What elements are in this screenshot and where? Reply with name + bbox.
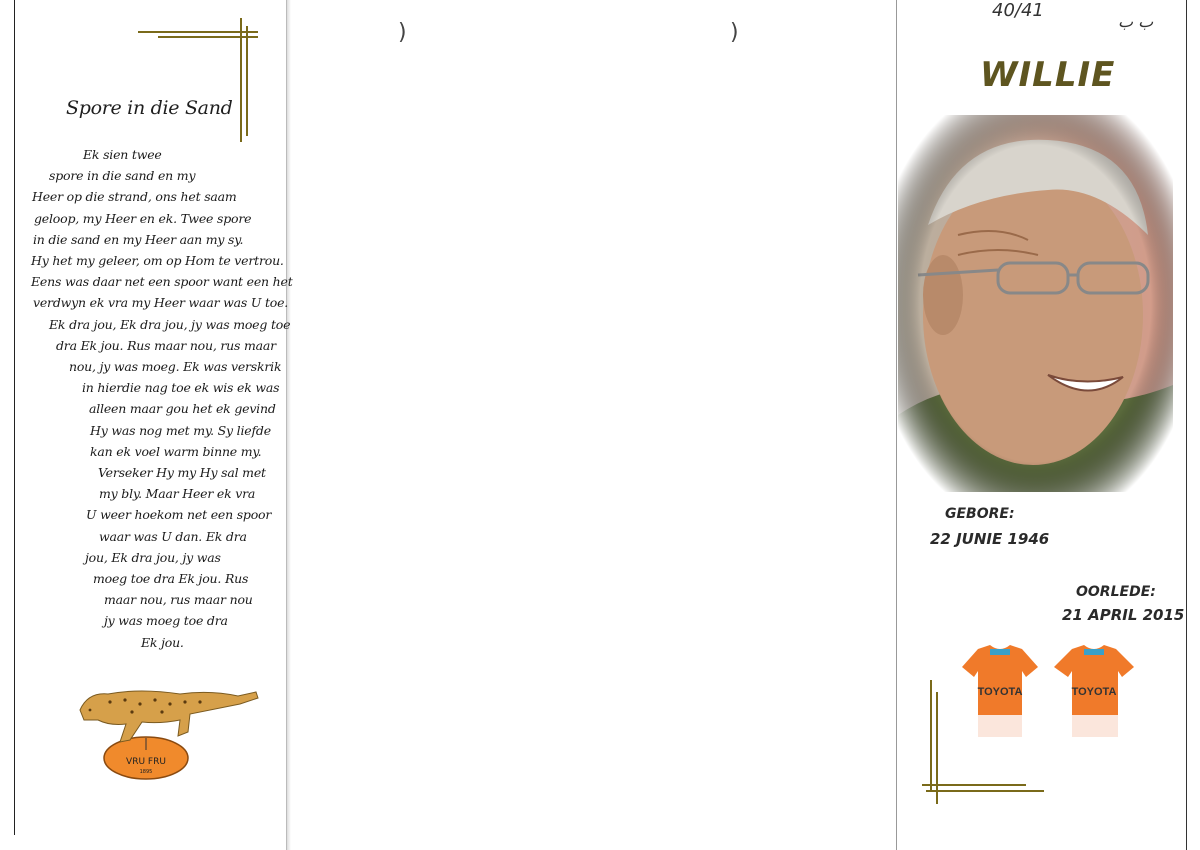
poem-line: dra Ek jou. Rus maar nou, rus maar xyxy=(56,337,276,353)
poem-line: verdwyn ek vra my Heer waar was U toe. xyxy=(33,295,289,311)
poem-line: alleen maar gou het ek gevind xyxy=(89,401,276,417)
poem-line: Ek jou. xyxy=(141,634,184,650)
right-outer-edge xyxy=(1186,0,1187,850)
left-outer-edge xyxy=(14,0,15,835)
poem-line: in hierdie nag toe ek wis ek was xyxy=(82,380,280,396)
deceased-name: WILLIE xyxy=(980,55,1116,95)
poem-title: Spore in die Sand xyxy=(66,97,233,119)
born-date: 22 JUNIE 1946 xyxy=(930,530,1050,548)
portrait-photo xyxy=(898,115,1173,492)
poem-line: maar nou, rus maar nou xyxy=(104,592,253,608)
poem-line: Eens was daar net een spoor want een het xyxy=(31,274,293,290)
punch-mark-left: ) xyxy=(398,20,407,45)
top-right-corner-ornament xyxy=(138,18,258,142)
died-label: OORLEDE: xyxy=(1076,584,1156,600)
poem-line: Ek dra jou, Ek dra jou, jy was moeg toe xyxy=(49,316,291,332)
handwritten-mark: ب ب xyxy=(1118,12,1154,31)
right-panel-fold xyxy=(896,0,897,850)
poem-line: spore in die sand en my xyxy=(49,168,196,184)
poem-line: jou, Ek dra jou, jy was xyxy=(85,549,221,565)
left-fold-shadow xyxy=(287,0,291,850)
jersey-2-sponsor: TOYOTA xyxy=(1071,686,1117,698)
poem-line: moeg toe dra Ek jou. Rus xyxy=(93,571,249,586)
cheetah-icon xyxy=(80,691,258,742)
jersey-1-sponsor: TOYOTA xyxy=(977,686,1023,698)
poem-line: Heer op die strand, ons het saam xyxy=(32,189,237,205)
poem-line: waar was U dan. Ek dra xyxy=(99,528,247,544)
poem-line: Hy was nog met my. Sy liefde xyxy=(90,422,271,438)
handwritten-page-number: 40/41 xyxy=(992,0,1044,21)
rugby-jersey-2 xyxy=(1052,645,1137,740)
poem-line: in die sand en my Heer aan my sy. xyxy=(33,231,244,247)
poem-line: Verseker Hy my Hy sal met xyxy=(98,465,266,480)
born-label: GEBORE: xyxy=(945,506,1015,522)
poem-line: nou, jy was moeg. Ek was verskrik xyxy=(69,359,282,374)
poem-line: my bly. Maar Heer ek vra xyxy=(99,486,256,502)
logo-text-top: VRU FRU xyxy=(126,757,166,767)
poem-line: jy was moeg toe dra xyxy=(104,613,228,629)
poem-line: kan ek voel warm binne my. xyxy=(90,443,262,459)
poem-line: U weer hoekom net een spoor xyxy=(86,507,272,523)
poem-line: Ek sien twee xyxy=(83,147,162,162)
bottom-left-corner-ornament xyxy=(922,680,1044,805)
punch-mark-right: ) xyxy=(730,20,739,45)
poem-line: geloop, my Heer en ek. Twee spore xyxy=(34,210,252,226)
died-date: 21 APRIL 2015 xyxy=(1062,606,1185,624)
club-logo xyxy=(70,680,265,780)
poem-line: Hy het my geleer, om op Hom te vertrou. xyxy=(31,253,284,268)
logo-text-bottom: 1895 xyxy=(139,769,153,775)
